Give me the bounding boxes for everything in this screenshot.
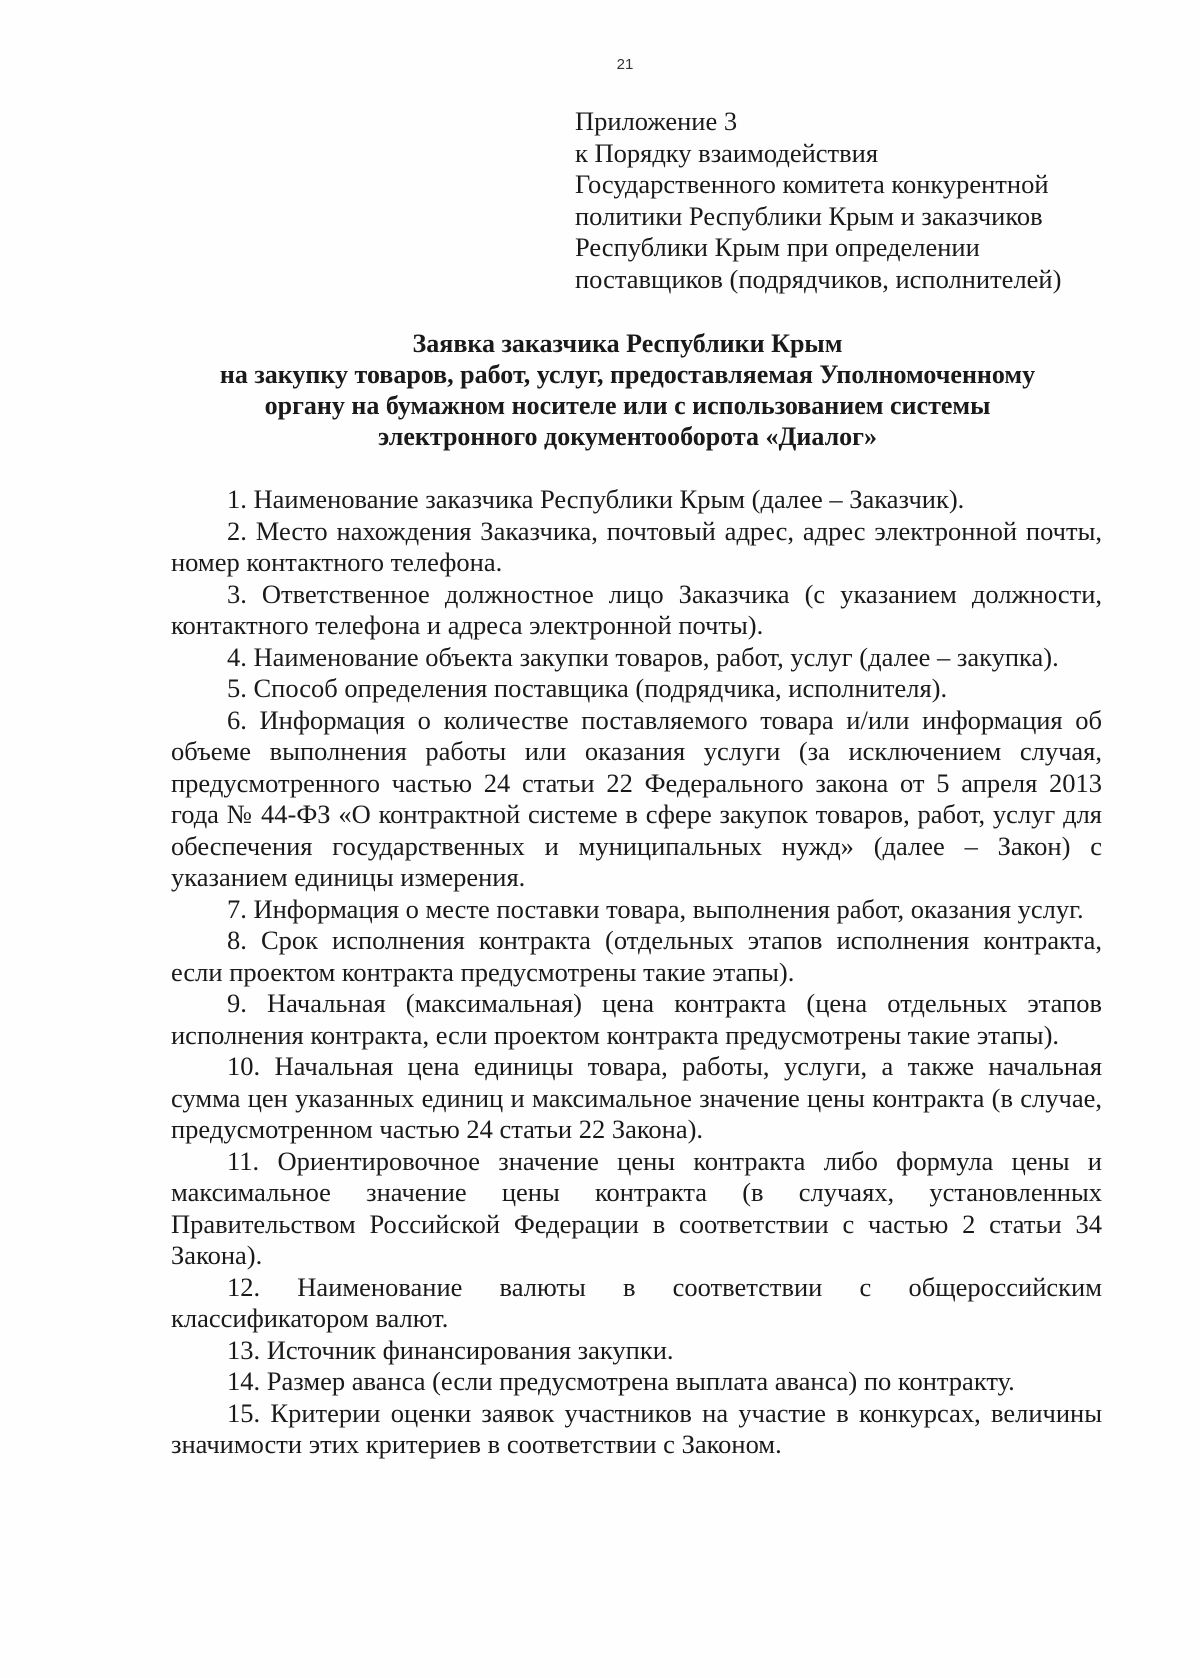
item-text: Срок исполнения контракта (отдельных этапов исполнения контракта, если проектом контракта предусмотрены такие этапы). [171, 925, 1102, 987]
list-item [171, 925, 1102, 988]
item-text: Наименование заказчика Республики Крым (далее – Заказчик). [253, 484, 965, 514]
appendix-line: к Порядку взаимодействия [575, 137, 879, 168]
list-item [171, 642, 1102, 674]
item-number: 12. [227, 1271, 298, 1302]
list-item [171, 579, 1102, 642]
list-item [171, 516, 1102, 579]
appendix-line: Государственного комитета конкурентной [575, 169, 1049, 199]
item-text: Наименование валюты в соответствии с общероссийским классификатором валют. [171, 1271, 1102, 1333]
document-title [150, 328, 1105, 452]
page-number: 21 [616, 56, 634, 73]
item-text: Место нахождения Заказчика, почтовый адрес, адрес электронной почты, номер контактного телефона. [171, 515, 1102, 577]
item-text: Начальная (максимальная) цена контракта (цена отдельных этапов исполнения контракта, если проектом контракта предусмотрены такие этапы). [171, 988, 1103, 1050]
item-number: 10. [227, 1051, 275, 1081]
title-line: Заявка заказчика Республики Крым [412, 329, 843, 358]
list-item [171, 1398, 1102, 1461]
appendix-header [575, 106, 1135, 295]
list-item [171, 1051, 1102, 1146]
appendix-line: поставщиков (подрядчиков, исполнителей) [575, 263, 1062, 294]
list-item [171, 1366, 1102, 1398]
list-item [171, 988, 1102, 1051]
item-text: Ответственное должностное лицо Заказчика (с указанием должности, контактного телефона и адреса электронной почты). [171, 578, 1102, 640]
item-text: Информация о месте поставки товара, выполнения работ, оказания услуг. [253, 893, 1084, 924]
list-item [171, 484, 1102, 516]
item-text: Начальная цена единицы товара, работы, услуги, а также начальная сумма цен указанных единиц и максимальное значение цены контракта (в случае, предусмотренном частью 24 статьи 22 Закона). [171, 1051, 1103, 1144]
title-line: органу на бумажном носителе или с использованием системы [264, 391, 991, 420]
item-number: 15. [227, 1397, 271, 1428]
title-line: электронного документооборота «Диалог» [378, 422, 877, 451]
appendix-line: политики Республики Крым и заказчиков [575, 200, 1043, 231]
appendix-line: Республики Крым при определении [575, 232, 980, 262]
item-number: 3. [227, 578, 247, 609]
list-item [171, 1335, 1102, 1367]
item-text: Размер аванса (если предусмотрена выплата аванса) по контракту. [266, 1366, 1015, 1396]
item-number: 9. [227, 988, 247, 1018]
item-number: 5. [227, 673, 247, 703]
item-text: Ориентировочное значение цены контракта либо формула цены и максимальное значение цены контракта (в случаях, установленных Правительством Российской Федерации в соответствии с частью 2 статьи 34 Закона). [171, 1145, 1102, 1270]
item-text: Наименование объекта закупки товаров, работ, услуг (далее – закупка). [253, 641, 1059, 672]
item-number: 2. [227, 515, 247, 546]
item-number: 4. [227, 641, 247, 672]
item-text: Критерии оценки заявок участников на участие в конкурсах, величины значимости этих критериев в соответствии с Законом. [171, 1397, 1102, 1459]
item-text: Информация о количестве поставляемого товара и/или информация об объеме выполнения работы или оказания услуги (за исключением случая, предусмотренного частью 24 статьи 22 Федерального закона от 5 апреля 2013 года № 44-ФЗ «О контрактной системе в сфере закупок товаров, работ, услуг для обеспечения государственных и муниципальных нужд» (далее – Закон) с указанием единицы измерения. [171, 704, 1102, 892]
item-number: 8. [227, 925, 247, 955]
item-number: 7. [227, 893, 247, 924]
item-number: 11. [227, 1145, 278, 1176]
item-text: Способ определения поставщика (подрядчика, исполнителя). [253, 673, 948, 703]
title-line: на закупку товаров, работ, услуг, предоставляемая Уполномоченному [219, 360, 1036, 389]
item-number: 6. [227, 704, 247, 735]
list-item [171, 705, 1102, 894]
list-item [171, 1146, 1102, 1272]
item-number: 13. [227, 1334, 267, 1365]
requirements-list [171, 484, 1102, 1461]
item-text: Источник финансирования закупки. [266, 1334, 674, 1365]
item-number: 1. [227, 484, 247, 514]
appendix-line: Приложение 3 [575, 106, 738, 136]
item-number: 14. [227, 1366, 267, 1396]
list-item [171, 673, 1102, 705]
list-item [171, 894, 1102, 926]
list-item [171, 1272, 1102, 1335]
